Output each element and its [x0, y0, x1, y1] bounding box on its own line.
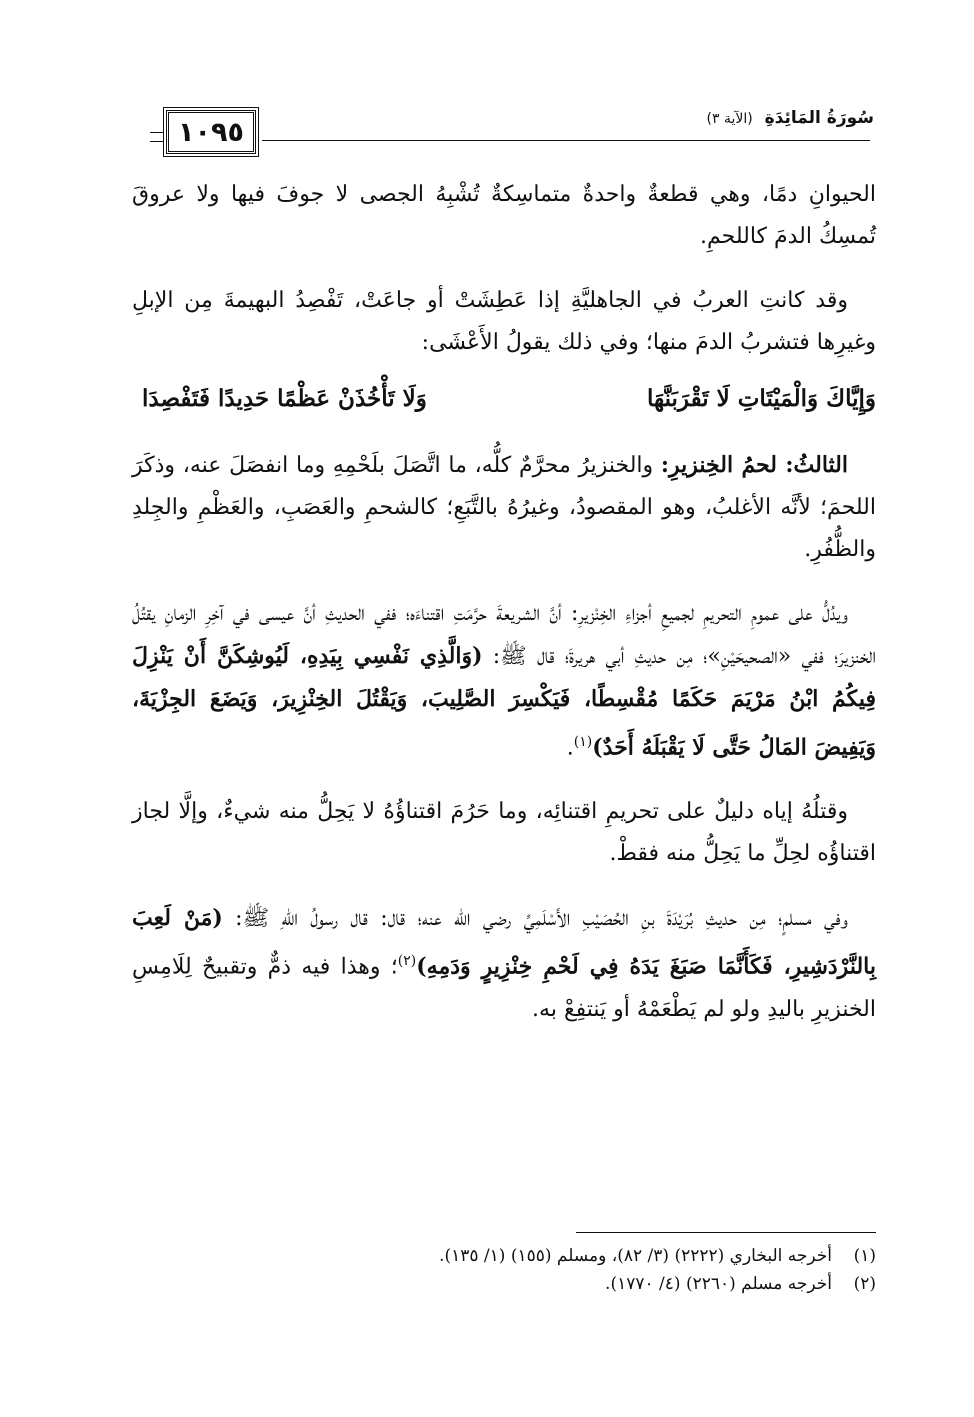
footnote-ref-1[interactable]: (١): [573, 734, 593, 750]
paragraph-4-text: ويدُلُّ على عمومِ التحريمِ لجميعِ أجزاءِ الخِنْزيرِ: أنَّ الشريعةَ حرَّمَتِ اقتناءَه؛ ففي الحديثِ أنَّ عيسى في آخِرِ الزمانِ يقتُلُ الخنزيرَ؛ ففي «الصحيحَيْنِ»؛ مِن حديثِ أبي هريرةَ؛ قال ﷺ:: [132, 601, 876, 669]
page-header: [150, 100, 874, 160]
footnote-text: أخرجه مسلم (٢٢٦٠) (٤/ ١٧٧٠).: [605, 1274, 832, 1294]
footnote-number: (٢): [853, 1274, 876, 1294]
footnote-number: (١): [853, 1246, 876, 1266]
surah-title: [697, 108, 874, 128]
header-rule: [262, 140, 870, 141]
ayah-reference: (الآية ٣): [706, 111, 753, 127]
footnote-rule: [576, 1232, 876, 1233]
paragraph-6: [132, 897, 876, 1030]
header-ornament: [150, 132, 164, 142]
footnote-text: أخرجه البخاري (٢٢٢٢) (٣/ ٨٢)، ومسلم (١٥٥) (١/ ١٣٥).: [439, 1246, 832, 1266]
paragraph-4: ويدُلُّ على عمومِ التحريمِ لجميعِ أجزاءِ الخِنْزيرِ: أنَّ الشريعةَ حرَّمَتِ اقتناءَه؛ ففي الحديثِ أنَّ عيسى في آخِرِ الزمانِ يقتُلُ الخنزيرَ؛ ففي «الصحيحَيْنِ»؛ مِن حديثِ أبي هريرةَ؛ قال ﷺ: (وَالَّذِي نَفْسِي بِيَدِهِ، لَيُوشِكَنَّ أَنْ يَنْزِلَ فِيكُمُ ابْنُ مَرْيَمَ حَكَمًا مُقْسِطًا، فَيَكْسِرَ الصَّلِيبَ، وَيَقْتُلَ الخِنْزِيرَ، وَيَضَعَ الجِزْيَةَ، وَيَفِيضَ المَالُ حَتَّى لَا يَقْبَلَهُ أَحَدٌ)$^{(١)}$.: [132, 601, 876, 761]
paragraph-5: وقتلُهُ إياه دليلٌ على تحريمِ اقتنائِه، وما حَرُمَ اقتناؤُهُ لا يَحِلُّ منه شيءٌ، وإلَّا لجاز اقتناؤُه لحِلِّ ما يَحِلُّ منه فقطْ.: [132, 799, 876, 867]
surah-name: سُورَةُ المَائِدَةِ: [764, 108, 874, 128]
page-number: ١٠٩٥: [166, 110, 256, 154]
footnotes: [300, 1242, 876, 1298]
poetry-verse: [132, 378, 876, 420]
verse-hemistich-right: وَإِيَّاكَ وَالْمَيْتَاتِ لَا تَقْرَبَنَّهَا: [646, 385, 876, 412]
footnote-1: [300, 1242, 876, 1270]
verse-hemistich-left: وَلَا تَأْخُذَنْ عَظْمًا حَدِيدًا فَتَفْصِدَا: [142, 385, 427, 412]
footnote-2: [300, 1270, 876, 1298]
hadith-quote-2: (مَنْ لَعِبَ بِالنَّرْدَشِيرِ، فَكَأَنَّمَا صَبَغَ يَدَهُ فِي لَحْمِ خِنْزِيرٍ وَدَمِهِ): [132, 905, 876, 980]
hadith-quote-1: (وَالَّذِي نَفْسِي بِيَدِهِ، لَيُوشِكَنَّ أَنْ يَنْزِلَ فِيكُمُ ابْنُ مَرْيَمَ حَكَمًا مُقْسِطًا، فَيَكْسِرَ الصَّلِيبَ، وَيَقْتُلَ الخِنْزِيرَ، وَيَضَعَ الجِزْيَةَ، وَيَفِيضَ المَالُ حَتَّى لَا يَقْبَلَهُ أَحَدٌ): [132, 643, 876, 761]
paragraph-3: [132, 444, 876, 571]
paragraph-6-text: وفي مسلمٍ؛ مِن حديثِ بُرَيْدَةَ بنِ الحُصَيْبِ الأَسْلَمِيِّ رضي الله عنه؛ قال: قال رسولُ اللهِ ﷺ:: [222, 906, 848, 932]
main-text: [132, 174, 876, 1053]
section-heading: الثالثُ: لحمُ الخِنزيرِ:: [660, 452, 848, 478]
footnote-ref-2[interactable]: (٢): [397, 953, 417, 970]
paragraph-1: الحيوانِ دمًا، وهي قطعةٌ واحدةٌ متماسِكةٌ تُشْبِهُ الجصى لا جوفَ فيها ولا عروقَ تُمسِكُ الدمَ كاللحمِ.: [132, 182, 876, 249]
paragraph-3-text: والخنزيرُ محرَّمٌ كلُّه، ما اتَّصَلَ بلَحْمِهِ وما انفصَلَ عنه، وذكَرَ اللحمَ؛ لأنَّه الأغلبُ، وهو المقصودُ، وغيرُهُ بالتَّبَعِ؛ كالشحمِ والعَصَبِ، والعَظْمِ والجِلدِ والظُّفُرِ.: [132, 453, 876, 562]
paragraph-6-tail: ؛ وهذا فيه ذمٌّ وتقبيحٌ لِلَامِسِ الخنزيرِ باليدِ ولو لم يَطْعَمْهُ أو يَنتفِعْ به.: [132, 954, 876, 1022]
paragraph-2: وقد كانتِ العربُ في الجاهليَّةِ إذا عَطِشَتْ أو جاعَتْ، تَفْصِدُ البهيمةَ مِن الإبلِ وغيرِها فتشربُ الدمَ منها؛ وفي ذلك يقولُ الأَعْشَى:: [132, 288, 876, 355]
